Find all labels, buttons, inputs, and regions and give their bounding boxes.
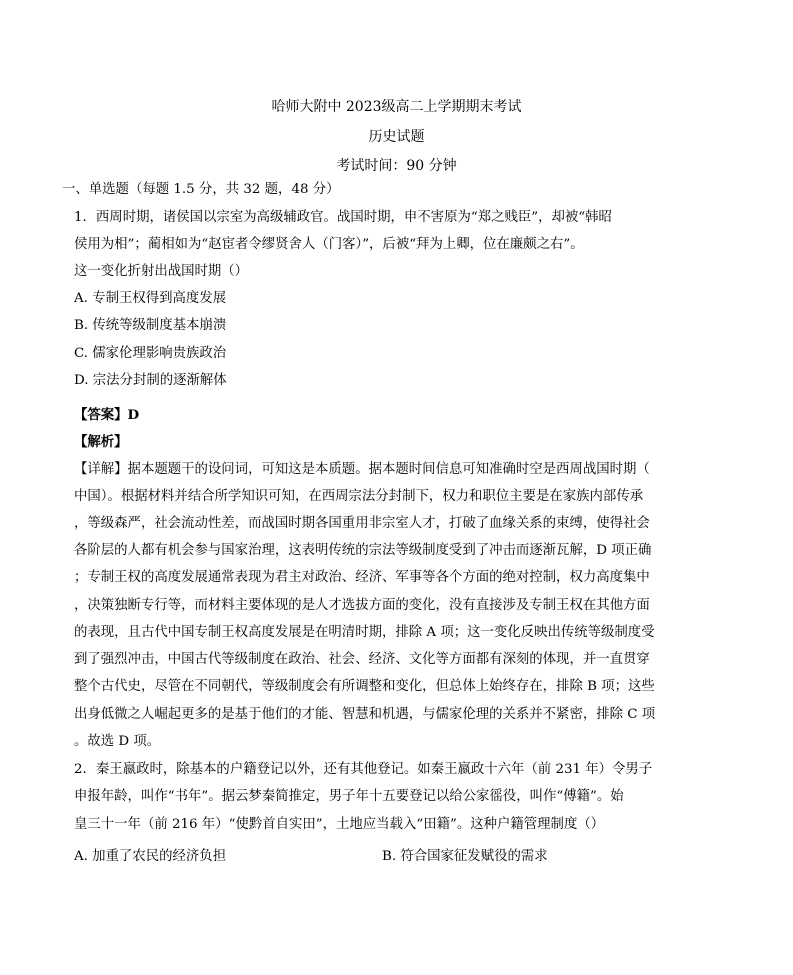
q1-analysis-line: 整个古代史，尽管在不同朝代，等级制度会有所调整和变化，但总体上始终存在，排除 B 项；这些 <box>74 679 655 694</box>
exam-subject: 历史试题 <box>368 129 425 145</box>
q2-option-a: A. 加重了农民的经济负担 <box>74 849 227 864</box>
section-heading: 一、单选题（每题 1.5 分，共 32 题，48 分） <box>62 182 340 197</box>
q1-analysis-line: 。故选 D 项。 <box>74 734 161 749</box>
q1-analysis-line: ，决策独断专行等，而材料主要体现的是人才选拔方面的变化，没有直接涉及专制王权在其他方面 <box>74 598 650 613</box>
q2-stem-line: 皇三十一年（前 216 年）“使黔首自实田”，土地应当载入“田籍”。这种户籍管理制度（） <box>74 817 605 832</box>
q1-stem-line: 侯用为相”；蔺相如为“赵宦者令缪贤舍人（门客）”，后被“拜为上卿，位在廉颇之右”。 <box>74 237 584 252</box>
q1-analysis-line: 【详解】据本题题干的设问词，可知这是本质题。据本题时间信息可知准确时空是西周战国时期（ <box>74 462 650 477</box>
q1-analysis-line: 出身低微之人崛起更多的是基于他们的才能、智慧和机遇，与儒家伦理的关系并不紧密，排除 C 项 <box>74 707 656 722</box>
q2-stem-line: 2．秦王嬴政时，除基本的户籍登记以外，还有其他登记。如秦王嬴政十六年（前 231 年）令男子 <box>74 762 653 777</box>
q1-analysis-line: 各阶层的人都有机会参与国家治理，这表明传统的宗法等级制度受到了冲击而逐渐瓦解，D 项正确 <box>74 543 652 558</box>
q1-option-c: C. 儒家伦理影响贵族政治 <box>74 346 227 361</box>
q1-analysis-line: 中国）。根据材料并结合所学知识可知，在西周宗法分封制下，权力和职位主要是在家族内部传承 <box>74 489 644 504</box>
q2-stem-line: 申报年龄，叫作“书年”。据云梦秦简推定，男子年十五要登记以给公家徭役，叫作“傅籍”。始 <box>74 789 624 804</box>
q1-analysis-line: 的表现，且古代中国专制王权高度发展是在明清时期，排除 A 项；这一变化反映出传统等级制度受 <box>74 625 655 640</box>
q1-analysis-label: 【解析】 <box>74 434 128 450</box>
q1-stem-line: 这一变化折射出战国时期（） <box>74 264 249 279</box>
q1-analysis-line: ，等级森严，社会流动性差，而战国时期各国重用非宗室人才，打破了血缘关系的束缚，使得社会 <box>74 516 650 531</box>
q1-option-b: B. 传统等级制度基本崩溃 <box>74 318 227 333</box>
q1-answer: 【答案】D <box>74 407 140 423</box>
q1-analysis-line: ；专制王权的高度发展通常表现为君主对政治、经济、军事等各个方面的绝对控制，权力高度集中 <box>74 570 650 585</box>
exam-title: 哈师大附中 2023级高二上学期期末考试 <box>271 99 522 115</box>
q1-stem-line: 1．西周时期，诸侯国以宗室为高级辅政官。战国时期，申不害原为“郑之贱臣”，却被“韩昭 <box>74 210 612 225</box>
q1-option-d: D. 宗法分封制的逐渐解体 <box>74 373 227 388</box>
q1-option-a: A. 专制王权得到高度发展 <box>74 291 227 306</box>
q1-analysis-line: 到了强烈冲击，中国古代等级制度在政治、社会、经济、文化等方面都有深刻的体现，并一直贯穿 <box>74 652 650 667</box>
q2-option-b: B. 符合国家征发赋役的需求 <box>382 849 548 864</box>
exam-time: 考试时间：90 分钟 <box>336 158 457 174</box>
